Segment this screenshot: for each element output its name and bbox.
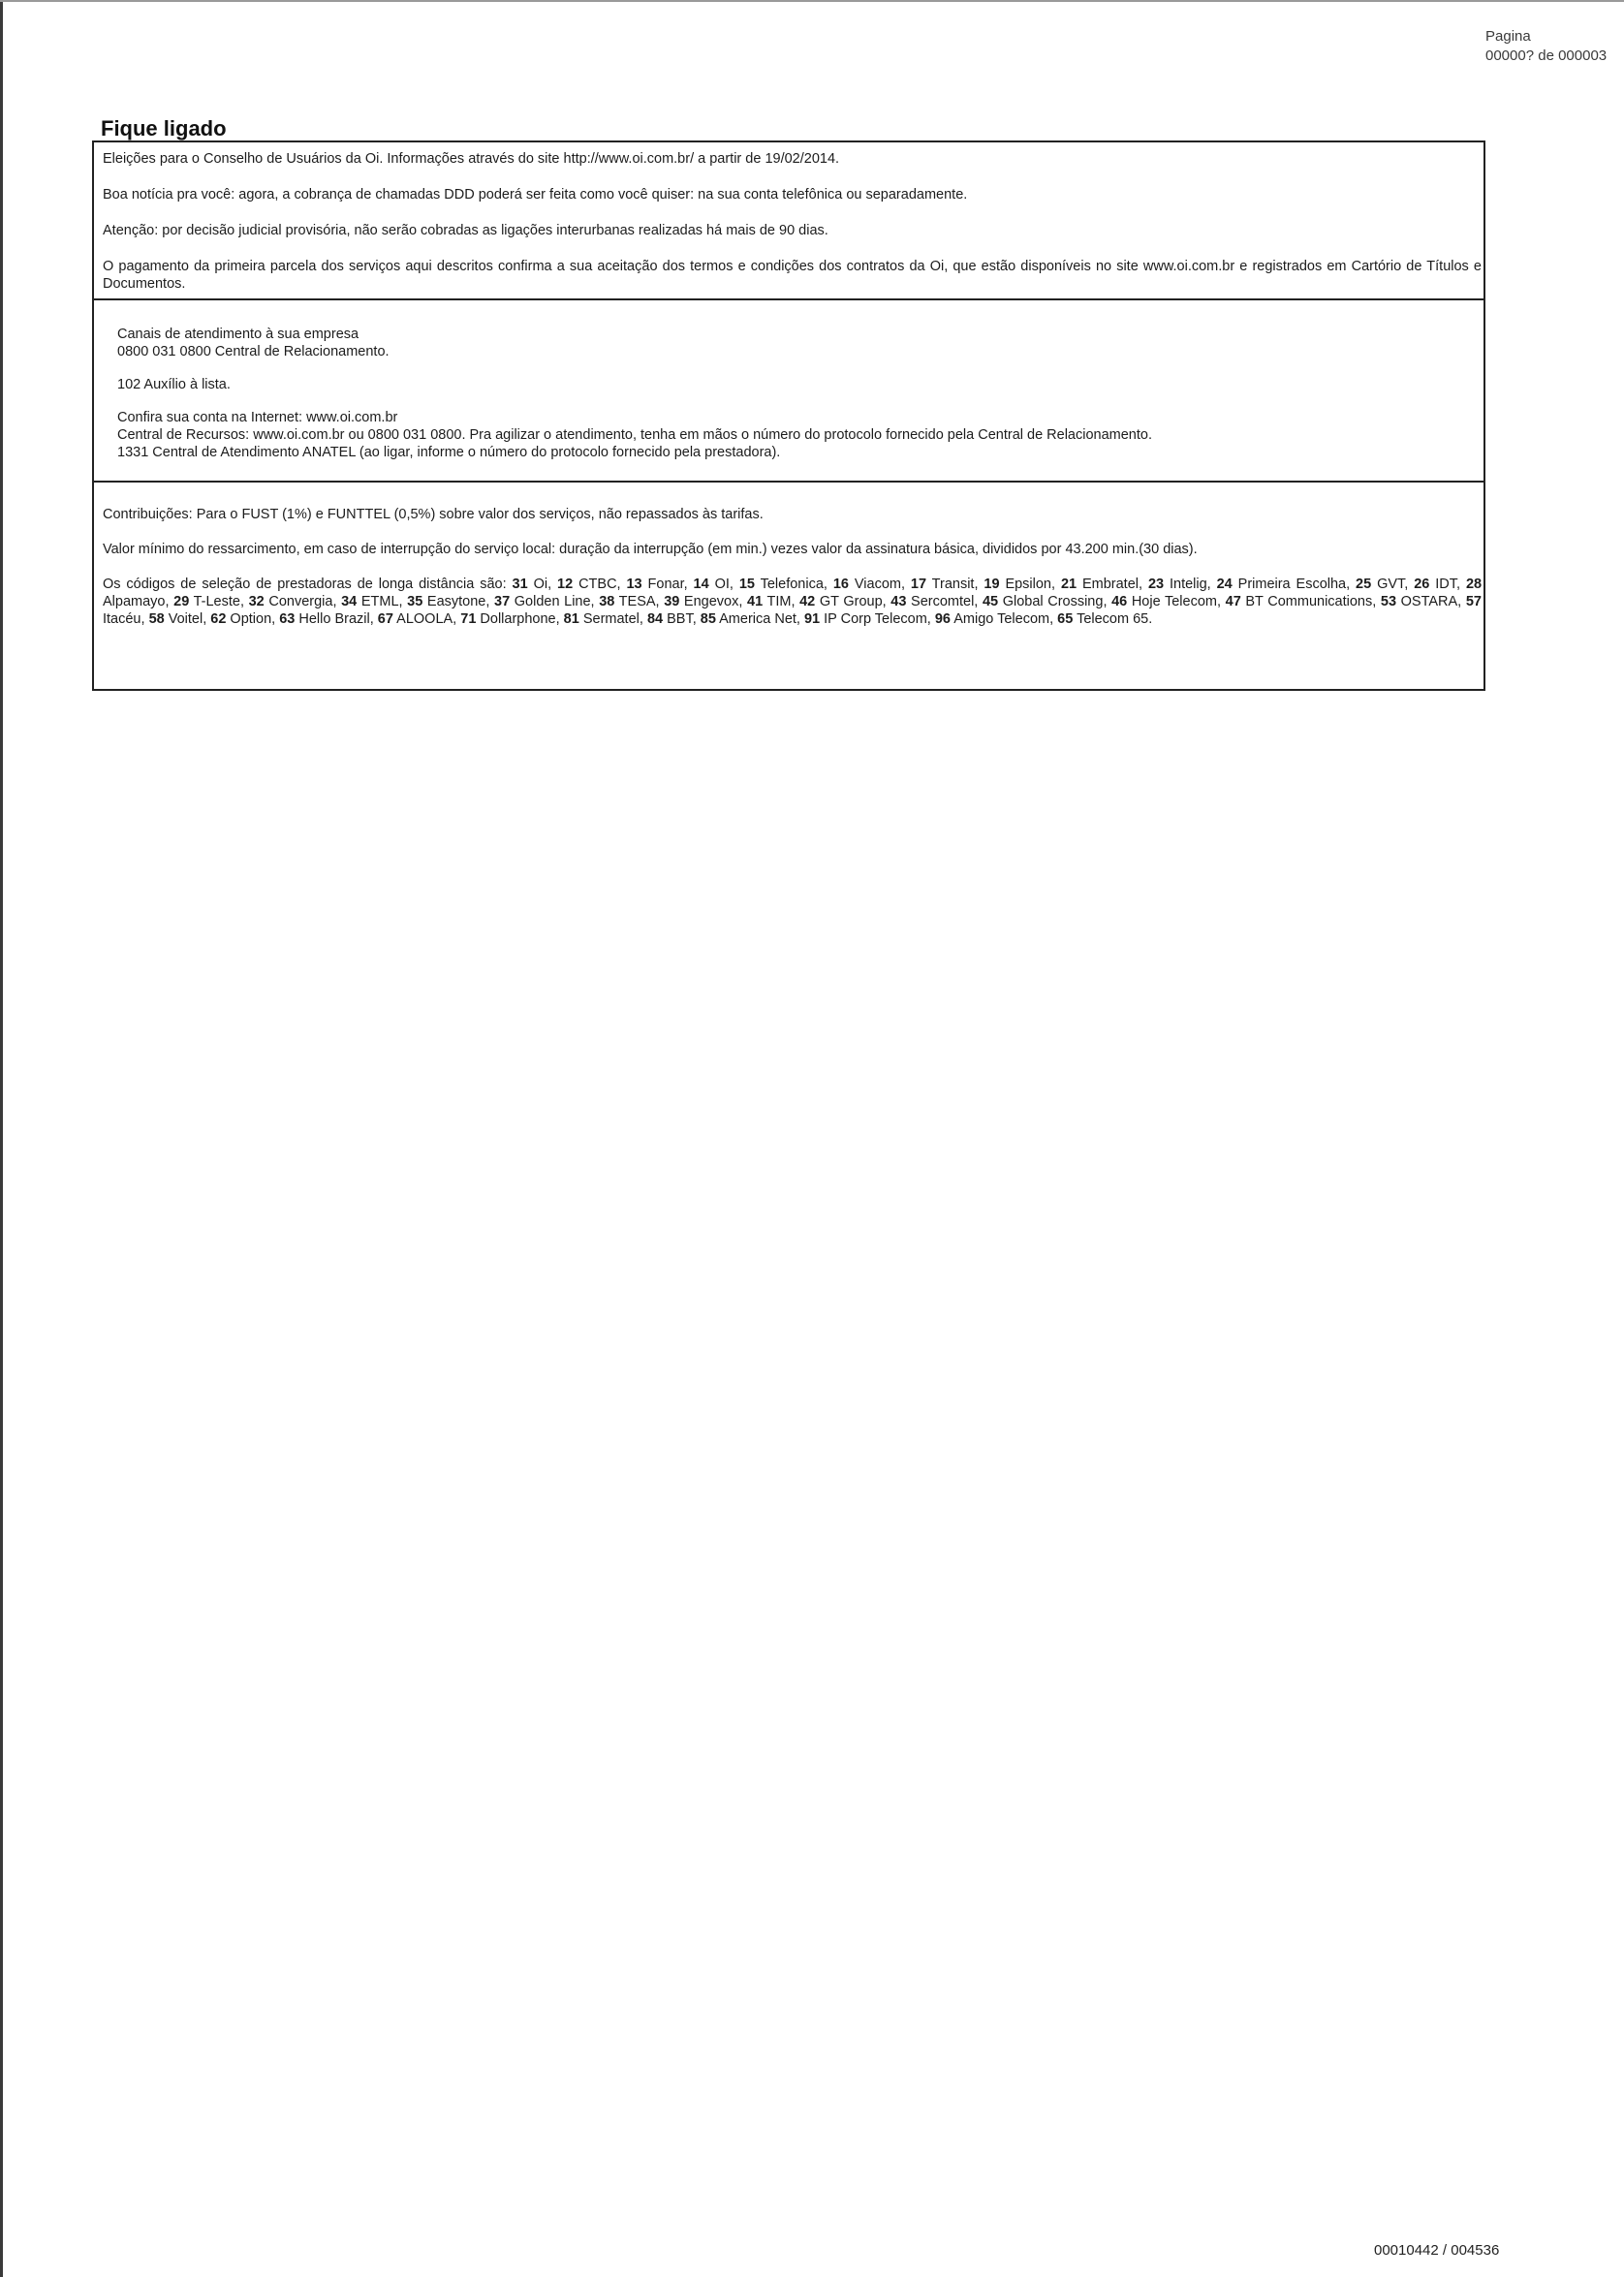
carrier-code-item: [799, 594, 887, 609]
carrier-code: 24: [1216, 577, 1233, 592]
carrier-name: Alpamayo,: [103, 594, 170, 609]
carrier-code-item: [1356, 577, 1408, 592]
carrier-name: Embratel,: [1077, 577, 1143, 592]
info-reimbursement: Valor mínimo do ressarcimento, em caso de interrupção do serviço local: duração da interrupção (em min.) vezes valor da assinatura básica, divididos por 43.200 min.(30 dias).: [103, 542, 1198, 557]
notice-box: [92, 140, 1485, 691]
carrier-name: ETML,: [357, 594, 403, 609]
carrier-code: 96: [934, 611, 951, 627]
news-item-ddd-billing: Boa notícia pra você: agora, a cobrança de chamadas DDD poderá ser feita como você quiser: na sua conta telefônica ou separadamente.: [103, 187, 968, 203]
carrier-code: 58: [148, 611, 165, 627]
carrier-code: 62: [210, 611, 227, 627]
carrier-name: Sermatel,: [578, 611, 643, 627]
carrier-code-item: [210, 611, 275, 627]
carrier-code-item: [513, 577, 552, 592]
carrier-code-item: [1061, 577, 1142, 592]
contacts-group-central: [117, 326, 1474, 360]
carrier-name: Dollarphone,: [476, 611, 560, 627]
contacts-directory: 102 Auxílio à lista.: [117, 377, 231, 392]
info-panel: [94, 483, 1483, 686]
carrier-name: GT Group,: [815, 594, 887, 609]
carrier-code: 21: [1060, 577, 1077, 592]
carrier-name: IP Corp Telecom,: [820, 611, 931, 627]
carrier-name: Engevox,: [679, 594, 743, 609]
carrier-code: 47: [1225, 594, 1241, 609]
carrier-code-item: [626, 577, 687, 592]
carrier-code: 37: [494, 594, 511, 609]
contacts-online: Confira sua conta na Internet: www.oi.com.br: [117, 410, 398, 425]
carrier-name: GVT,: [1371, 577, 1409, 592]
carrier-code: 19: [984, 577, 1000, 592]
carrier-name: Transit,: [926, 577, 979, 592]
contacts-heading: Canais de atendimento à sua empresa: [117, 327, 359, 342]
contacts-central: 0800 031 0800 Central de Relacionamento.: [117, 344, 390, 359]
carrier-code: 25: [1356, 577, 1372, 592]
carrier-code: 71: [460, 611, 477, 627]
carrier-code: 13: [626, 577, 642, 592]
contacts-resources: Central de Recursos: www.oi.com.br ou 0800 031 0800. Pra agilizar o atendimento, tenha em mãos o número do protocolo fornecido pela Central de Relacionamento.: [117, 427, 1152, 443]
carrier-code-item: [341, 594, 402, 609]
carrier-name: Hello Brazil,: [295, 611, 374, 627]
carrier-code-item: [1111, 594, 1221, 609]
carrier-code: 81: [563, 611, 579, 627]
carrier-code-item: [747, 594, 795, 609]
news-item-contract-terms: O pagamento da primeira parcela dos serviços aqui descritos confirma a sua aceitação dos termos e condições dos contratos da Oi, que estão disponíveis no site www.oi.com.br e registrados em Cartório de Títulos e Documentos.: [103, 259, 1482, 292]
carrier-code-item: [694, 577, 734, 592]
carrier-codes-paragraph: [103, 576, 1482, 628]
carrier-code: 32: [248, 594, 265, 609]
news-panel: [94, 142, 1483, 300]
carrier-code: 85: [700, 611, 716, 627]
carrier-code: 65: [1057, 611, 1074, 627]
carrier-name: OSTARA,: [1396, 594, 1462, 609]
carrier-code-item: [1226, 594, 1377, 609]
carrier-code-item: [984, 577, 1055, 592]
news-item-court-decision: Atenção: por decisão judicial provisória, não serão cobradas as ligações interurbanas realizadas há mais de 90 dias.: [103, 223, 828, 238]
carrier-name: Telefonica,: [754, 577, 828, 592]
carrier-code-item: [1148, 577, 1211, 592]
carrier-code-item: [1381, 594, 1461, 609]
news-item-elections: Eleições para o Conselho de Usuários da Oi. Informações através do site http://www.oi.com.br/ a partir de 19/02/2014.: [103, 151, 840, 167]
carrier-name: Epsilon,: [999, 577, 1056, 592]
carrier-code: 15: [738, 577, 755, 592]
carrier-code: 43: [890, 594, 907, 609]
carrier-code: 14: [693, 577, 709, 592]
carrier-code: 84: [646, 611, 664, 627]
carrier-code: 34: [341, 594, 358, 609]
carrier-code: 38: [599, 594, 615, 609]
carrier-code-item: [279, 611, 374, 627]
carrier-code: 31: [512, 577, 528, 592]
carrier-code: 42: [799, 594, 816, 609]
carrier-name: Voitel,: [164, 611, 207, 627]
carrier-name: America Net,: [715, 611, 800, 627]
carrier-code: 53: [1380, 594, 1397, 609]
carrier-code-item: [664, 594, 742, 609]
carrier-code: 28: [1465, 577, 1483, 592]
scan-top-edge: [0, 0, 1624, 2]
carrier-name: OI,: [708, 577, 734, 592]
carrier-name: TIM,: [763, 594, 796, 609]
carrier-name: Sercomtel,: [906, 594, 979, 609]
carrier-code: 23: [1147, 577, 1165, 592]
carrier-codes-intro: Os códigos de seleção de prestadoras de longa distância são:: [103, 577, 507, 592]
carrier-code-item: [378, 611, 456, 627]
carrier-name: IDT,: [1429, 577, 1461, 592]
carrier-code-item: [564, 611, 643, 627]
carrier-name: ALOOLA,: [392, 611, 457, 627]
carrier-code: 12: [557, 577, 574, 592]
carrier-name: Viacom,: [848, 577, 905, 592]
contacts-panel: [94, 300, 1483, 483]
section-title: Fique ligado: [101, 116, 227, 140]
carrier-code-item: [739, 577, 828, 592]
carrier-code: 35: [407, 594, 423, 609]
carrier-code: 29: [173, 594, 190, 609]
carrier-code: 67: [377, 611, 393, 627]
page-indicator: [1485, 27, 1607, 66]
carrier-name: Golden Line,: [510, 594, 595, 609]
carrier-code-item: [1217, 577, 1351, 592]
carrier-code-item: [833, 577, 905, 592]
carrier-name: Easytone,: [422, 594, 490, 609]
carrier-code: 16: [832, 577, 849, 592]
carrier-name: CTBC,: [573, 577, 621, 592]
carrier-code-item: [494, 594, 595, 609]
carrier-name: Telecom 65.: [1073, 611, 1153, 627]
carrier-name: T-Leste,: [189, 594, 244, 609]
carrier-code-item: [173, 594, 244, 609]
carrier-code-item: [890, 594, 978, 609]
carrier-code-item: [407, 594, 489, 609]
carrier-name: Hoje Telecom,: [1127, 594, 1222, 609]
scan-left-edge: [0, 0, 3, 2277]
carrier-name: Global Crossing,: [998, 594, 1108, 609]
contacts-group-directory: [117, 376, 1474, 393]
contacts-group-online: [117, 409, 1474, 461]
carrier-name: Itacéu,: [103, 611, 145, 627]
carrier-code: 41: [747, 594, 764, 609]
document-id: 00010442 / 004536: [1374, 2242, 1500, 2259]
carrier-code: 57: [1465, 594, 1482, 609]
carrier-code-item: [149, 611, 207, 627]
carrier-name: BT Communications,: [1240, 594, 1377, 609]
carrier-code-item: [804, 611, 931, 627]
contacts-anatel: 1331 Central de Atendimento ANATEL (ao ligar, informe o número do protocolo fornecido pela prestadora).: [117, 445, 781, 460]
carrier-code-item: [460, 611, 559, 627]
carrier-code-item: [599, 594, 659, 609]
page-numbers: 00000? de 000003: [1485, 47, 1608, 64]
carrier-name: Intelig,: [1164, 577, 1211, 592]
carrier-code: 17: [910, 577, 927, 592]
carrier-name: Primeira Escolha,: [1232, 577, 1351, 592]
carrier-code-item: [557, 577, 621, 592]
carrier-name: Amigo Telecom,: [951, 611, 1054, 627]
carrier-code-item: [1057, 611, 1152, 627]
carrier-name: Option,: [226, 611, 276, 627]
carrier-name: Oi,: [527, 577, 552, 592]
carrier-code-item: [911, 577, 979, 592]
carrier-code: 91: [803, 611, 821, 627]
carrier-name: BBT,: [663, 611, 697, 627]
carrier-code-item: [935, 611, 1053, 627]
carrier-code-item: [647, 611, 697, 627]
page-label: Pagina: [1485, 28, 1531, 45]
carrier-code-item: [701, 611, 800, 627]
carrier-name: TESA,: [614, 594, 660, 609]
carrier-code-item: [249, 594, 337, 609]
carrier-code: 63: [279, 611, 296, 627]
carrier-code-item: [983, 594, 1108, 609]
carrier-name: Fonar,: [641, 577, 688, 592]
carrier-code-item: [1414, 577, 1460, 592]
carrier-name: Convergia,: [264, 594, 337, 609]
carrier-code: 26: [1414, 577, 1430, 592]
info-contributions: Contribuições: Para o FUST (1%) e FUNTTEL (0,5%) sobre valor dos serviços, não repassados às tarifas.: [103, 507, 764, 522]
carrier-code: 39: [664, 594, 680, 609]
carrier-code: 45: [982, 594, 999, 609]
carrier-code: 46: [1111, 594, 1128, 609]
